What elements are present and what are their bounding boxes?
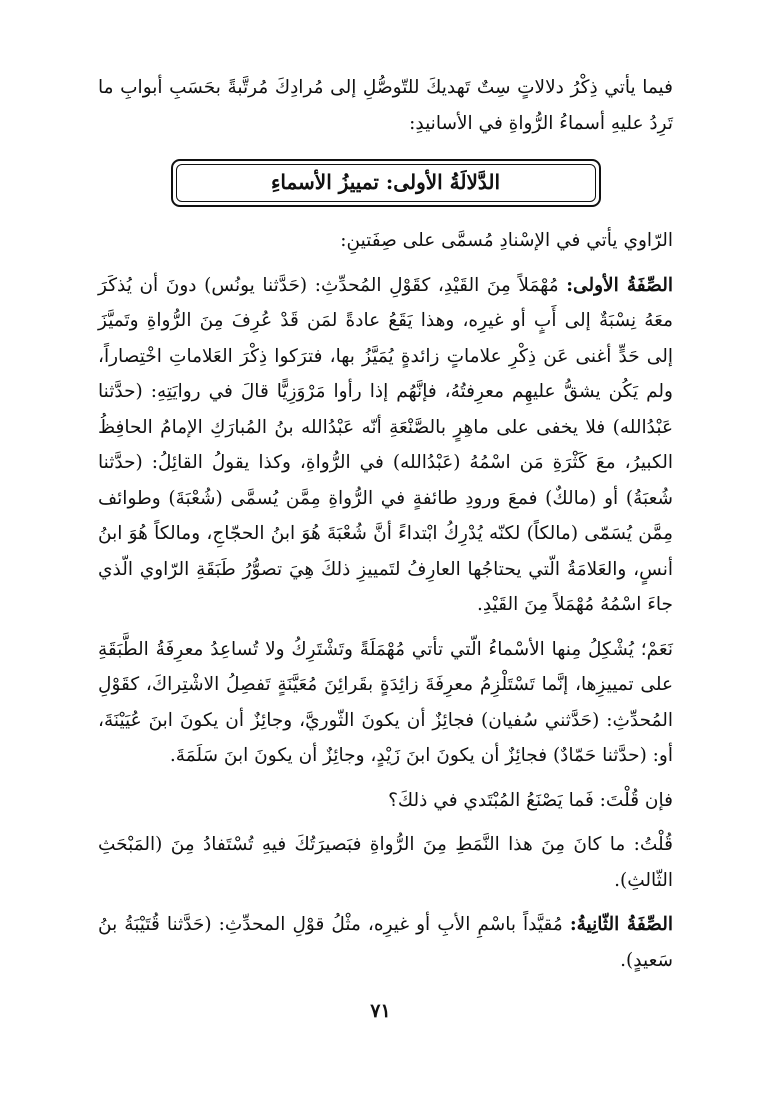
- section-heading-frame: [171, 159, 601, 207]
- page-number: ٧١: [370, 1000, 391, 1022]
- heading-inner-border: [176, 164, 596, 202]
- page-body: [98, 70, 673, 978]
- second-form-text: مُقيَّداً باسْمِ الأبِ أو غيرِه، مثْلُ قوْلِ المحدِّثِ: (حَدَّثنا قُتَيْبَةُ بنُ سَعيدٍ).: [98, 914, 673, 971]
- paragraph-first-form: [98, 268, 673, 623]
- first-form-text: مُهْمَلاً مِنَ القَيْدِ، كقَوْلِ المُحدِّثِ: (حَدَّثنا يونُس) دونَ أن يُذكَرَ معَهُ نِسْبَةٌ إلى أَبٍ أو غيرِه، وهذا يَقَعُ عادةً لمَن قَدْ عُرِفَ مِنَ الرُّواةِ وتَميَّزَ إلى حَدٍّ أغنى عَن ذِكْرِ علاماتٍ زائدةٍ يُمَيَّزُ بها، فترَكوا ذِكْرَ العَلاماتِ اخْتِصاراً، ولم يَكُن يشقُّ عليهِم معرِفتُهُ، فإنَّهُم إذا رأوا مَرْوَزِيًّا قالَ في روايَتِهِ: (حدَّثنا عَبْدُالله) فلا يخفى على ماهِرٍ بالصَّنْعَةِ أنّه عَبْدُالله بنُ المُبارَكِ الإمامُ الحافِظُ الكبيرُ، معَ كَثْرَةِ مَن اسْمُهُ (عَبْدُالله) في الرُّواةِ، وكذا يقولُ القائِلُ: (حدَّثنا شُعبَةُ) أو (مالكٌ) فمعَ ورودِ طائفةٍ في الرُّواةِ مِمَّن يُسمَّى (شُعْبَةَ) وطوائف مِمَّن يُسَمّى (مالكاً) لكنّه يُدْرِكُ ابْتداءً أنَّ شُعْبَةَ هُوَ ابنُ الحجّاجِ، ومالكاً هُوَ ابنُ أنسٍ، والعَلامَةُ الّتي يحتاجُها العارِفُ لتَمييزِ ذلكَ هِيَ تصوُّرُ طَبَقَةِ الرّاوي الّذي جاءَ اسْمُهُ مُهْمَلاً مِنَ القَيْدِ.: [98, 274, 673, 615]
- paragraph-question: فإن قُلْتَ: فَما يَصْنَعُ المُبْتَدي في ذلكَ؟: [388, 789, 673, 811]
- paragraph-second-form: [98, 907, 673, 978]
- second-form-label: الصِّفَةُ الثّانِيةُ:: [569, 914, 673, 935]
- paragraph-two-forms: الرّاوي يأتي في الإسْنادِ مُسمَّى على صِفَتينِ:: [340, 230, 673, 251]
- first-form-label: الصِّفَةُ الأولى:: [566, 274, 673, 296]
- answer-label: قُلْتُ:: [633, 834, 673, 855]
- paragraph-answer: [98, 827, 673, 898]
- paragraph-ambiguous-names: نَعَمْ؛ يُشْكِلُ مِنها الأسْماءُ الّتي تأتي مُهْمَلَةً وتَشْتَرِكُ ولا تُساعِدُ معرِفَةُ الطَّبَقَةِ على تمييزِها، إنَّما تَسْتَلْزِمُ معرِفَةَ زائِدَةٍ بقَرائِنَ مُعَيَّنَةٍ تَفصِلُ الاشْتِراكَ، كقَوْلِ المُحدِّثِ: (حَدَّثني سُفيان) فجائِزٌ أن يكونَ الثّوريَّ، وجائِزٌ أن يكونَ ابنَ عُيَيْنَةَ، أو: (حدَّثنا حَمّادٌ) فجائِزٌ أن يكونَ ابنَ زَيْدٍ، وجائِزٌ أن يكونَ ابنَ سَلَمَةَ.: [98, 638, 673, 766]
- intro-paragraph: فيما يأتي ذِكْرُ دلالاتٍ سِتٌ تَهديكَ للتّوصُّلِ إلى مُرادِكَ مُرتَّبةً بحَسَبِ أبوابِ ما تَرِدُ عليهِ أسماءُ الرُّواةِ في الأسانيدِ:: [98, 77, 673, 134]
- answer-text: ما كانَ مِنَ هذا النَّمَطِ مِنَ الرُّواةِ فبَصيرَتُكَ فيهِ تُسْتَفادُ مِنَ (المَبْحَثِ الثّالثِ).: [98, 834, 673, 891]
- section-heading: الدَّلالَةُ الأولى: تمييزُ الأسماءِ: [270, 170, 501, 195]
